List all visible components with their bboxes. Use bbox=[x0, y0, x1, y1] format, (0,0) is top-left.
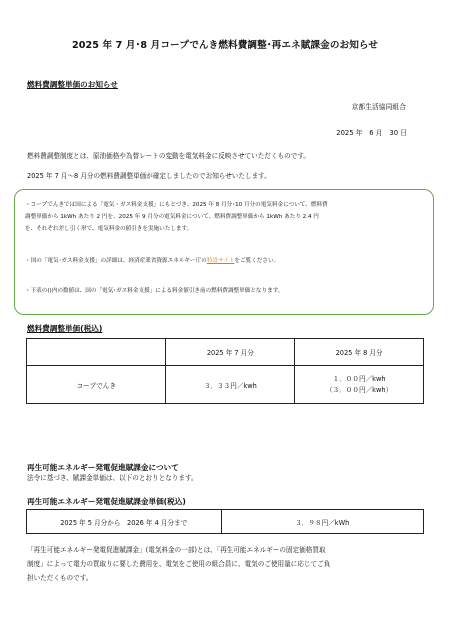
table-row-label: コープでんき bbox=[27, 366, 166, 404]
table-header-august: 2025 年 8 月分 bbox=[295, 339, 424, 366]
special-site-link[interactable]: 特設サイト bbox=[206, 258, 235, 264]
notice-date: 2025 年 6 月 30 日 bbox=[336, 129, 407, 137]
table-row bbox=[27, 510, 424, 534]
august-unit-price-cell bbox=[295, 366, 424, 404]
levy-unit-price: ３．９８円／kWh bbox=[221, 510, 423, 534]
subsidy-notice-box bbox=[14, 189, 434, 315]
renewable-footer-line-1: 「再生可能エネルギー発電促進賦課金」(電気料金の一部)とは、「再生可能エネルギーの固定価格買取 bbox=[27, 546, 326, 554]
notice-bullet-2-text: ・国の「電気･ガス料金支援」の詳細は、経済産業省資源エネルギー庁の bbox=[25, 258, 207, 264]
notice-bullet-2-tail: をご覧ください。 bbox=[234, 258, 280, 264]
table-header-empty bbox=[27, 339, 166, 366]
renewable-table-heading: 再生可能エネルギー発電促進賦課金単価(税込) bbox=[27, 497, 186, 506]
table-row bbox=[27, 339, 424, 366]
notice-bullet-1-line-3: を、それぞれ差し引く形で、電気料金の値引きを実施いたします。 bbox=[25, 226, 193, 232]
fuel-adjustment-table bbox=[26, 338, 424, 404]
notice-bullet-1-line-2: 調整単価から 1kWh あたり 2 円を、2025 年 9 月分の電気料金について、燃料費調整単価から 1kWh あたり 2.4 円 bbox=[25, 214, 319, 220]
renewable-section-subtext: 法令に基づき、賦課金単価は、以下のとおりとなります。 bbox=[27, 474, 198, 482]
july-unit-price: ３．３３円／kwh bbox=[166, 366, 295, 404]
fuel-table-heading: 燃料費調整単価(税込) bbox=[27, 324, 103, 333]
organization-name: 京都生活協同組合 bbox=[351, 103, 406, 111]
fuel-section-heading: 燃料費調整単価のお知らせ bbox=[27, 80, 118, 89]
notice-bullet-2 bbox=[25, 256, 427, 267]
august-unit-price-before-discount: （３．００円／kwh） bbox=[326, 385, 393, 394]
notice-bullet-1-line-1: ・コープでんきでは国による「電気・ガス料金支援」にもとづき、2025 年 8 月分･10 月分の電気料金について、燃料費 bbox=[25, 202, 328, 208]
fuel-intro-paragraph: 燃料費調整制度とは、原油価格や為替レートの変動を電気料金に反映させていただくものです。 bbox=[27, 152, 311, 160]
page-title: 2025 年 7 月･8 月コープでんき燃料費調整･再エネ賦課金のお知らせ bbox=[71, 40, 379, 51]
fuel-confirm-paragraph: 2025 年 7 月～8 月分の燃料費調整単価が確定しましたのでお知らせいたします。 bbox=[27, 172, 271, 180]
levy-period: 2025 年 5 月分から 2026 年 4 月分まで bbox=[27, 510, 222, 534]
table-header-july: 2025 年 7 月分 bbox=[166, 339, 295, 366]
renewable-footer-line-2: 制度」によって電力の買取りに要した費用を、電気をご使用の組合員に、電気のご使用量に応じてご負 bbox=[27, 560, 331, 568]
table-row bbox=[27, 366, 424, 404]
notice-bullet-3: ・下表の()内の数値は、国の「電気･ガス料金支援」による料金値引き前の燃料費調整単価となります。 bbox=[25, 288, 284, 294]
renewable-section-heading: 再生可能エネルギー発電促進賦課金について bbox=[27, 463, 179, 472]
renewable-footer-line-3: 担いただくものです。 bbox=[27, 574, 93, 582]
renewable-levy-table bbox=[26, 509, 424, 534]
august-unit-price: １．００円／kwh bbox=[332, 374, 386, 383]
